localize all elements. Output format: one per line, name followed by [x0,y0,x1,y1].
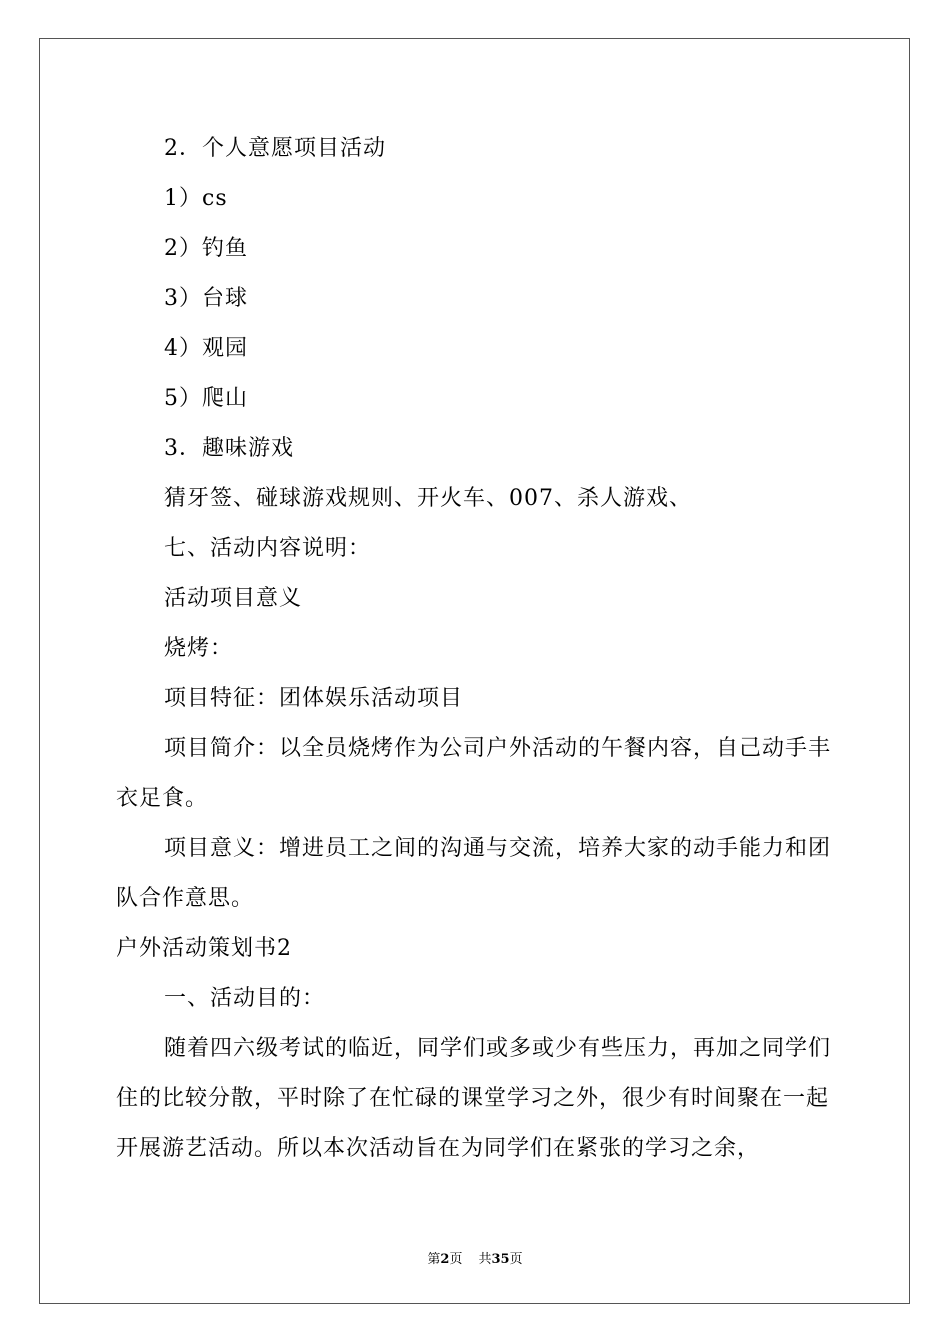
page-current: 2 [440,1252,450,1267]
section-heading: 户外活动策划书2 [116,936,292,961]
paragraph: 4）观园 [164,336,248,361]
paragraph: 烧烤： [164,636,234,661]
paragraph: 猜牙签、碰球游戏规则、开火车、007、杀人游戏、 [164,486,692,511]
paragraph: 随着四六级考试的临近，同学们或多或少有些压力，再加之同学们住的比较分散，平时除了在忙碌的课堂学习之外，很少有时间聚在一起开展游艺活动。所以本次活动旨在为同学们在紧张的学习之余， [116,1036,832,1161]
paragraph: 3）台球 [164,286,248,311]
paragraph: 1）cs [164,186,228,211]
page-unit: 页 [449,1252,463,1267]
paragraph: 2．个人意愿项目活动 [164,136,386,161]
paragraph: 项目简介：以全员烧烤作为公司户外活动的午餐内容，自己动手丰衣足食。 [116,736,832,811]
paragraph: 活动项目意义 [164,586,303,611]
paragraph: 一、活动目的： [164,986,326,1011]
document-body [116,124,836,1174]
total-prefix: 共 [478,1252,492,1267]
paragraph: 七、活动内容说明： [164,536,372,561]
total-unit: 页 [509,1252,523,1267]
page-prefix: 第 [427,1252,441,1267]
page-footer [0,1248,950,1267]
total-pages: 35 [491,1252,510,1267]
paragraph: 项目意义：增进员工之间的沟通与交流，培养大家的动手能力和团队合作意思。 [116,836,832,911]
paragraph: 3．趣味游戏 [164,436,294,461]
paragraph: 项目特征：团体娱乐活动项目 [164,686,464,711]
paragraph: 2）钓鱼 [164,236,248,261]
paragraph: 5）爬山 [164,386,248,411]
